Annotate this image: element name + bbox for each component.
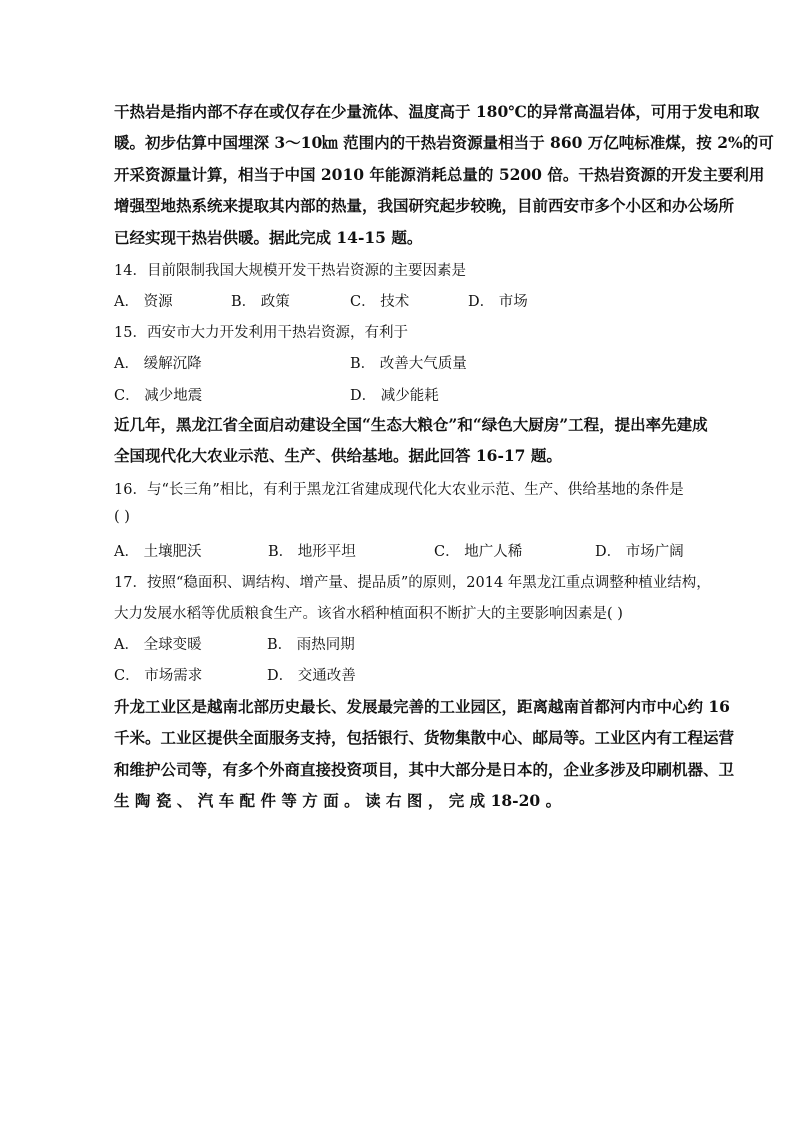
text-token: 配 [239, 791, 256, 811]
text-token: 汽 [197, 791, 214, 811]
option-b: B． 改善大气质量 [350, 356, 467, 372]
passage-line: 增强型地热系统来提取其内部的热量，我国研究起步较晚，目前西安市多个小区和办公场所 [114, 196, 735, 216]
option-d: D． 交通改善 [267, 668, 356, 684]
passage-line: 干热岩是指内部不存在或仅存在少量流体、温度高于 180℃的异常高温岩体，可用于发电和取 [114, 102, 760, 121]
option-a: A． 土壤肥沃 [114, 544, 202, 560]
question-17-stem-line2: 大力发展水稻等优质粮食生产。该省水稻种植面积不断扩大的主要影响因素是( ) [114, 606, 623, 622]
text-token: 。 [344, 791, 360, 811]
passage-dry-hot-rock [114, 96, 774, 253]
passage-line: 暖。初步估算中国埋深 3～10㎞ 范围内的干热岩资源量相当于 860 万亿吨标准煤，按 2%的可 [114, 133, 774, 153]
option-a: A． 缓解沉降 [114, 356, 202, 372]
passage-justified-last-line [114, 785, 682, 816]
text-token: 瓷 [155, 791, 172, 811]
text-token: 生 [114, 791, 130, 811]
text-token: 件 [260, 791, 276, 811]
option-c: C． 市场需求 [114, 668, 203, 684]
question-14-stem: 14．目前限制我国大规模开发干热岩资源的主要因素是 [114, 263, 466, 279]
option-b: B． 地形平坦 [268, 544, 356, 560]
option-b: B． 雨热同期 [267, 637, 355, 653]
option-a: A． 资源 [114, 294, 173, 310]
text-token: 陶 [134, 791, 151, 811]
question-16-stem: 16．与“长三角”相比，有利于黑龙江省建成现代化大农业示范、生产、供给基地的条件是 [114, 482, 684, 498]
passage-line: 和维护公司等，有多个外商直接投资项目，其中大部分是日本的，企业多涉及印刷机器、卫 [114, 759, 735, 779]
text-token: ， [427, 791, 444, 811]
text-token: 读 [365, 791, 381, 811]
option-d: D． 市场广阔 [595, 544, 684, 560]
text-token: 车 [218, 791, 235, 811]
option-c: C． 技术 [350, 294, 410, 310]
passage-line: 全国现代化大农业示范、生产、供给基地。据此回答 16-17 题。 [114, 446, 562, 466]
passage-line: 已经实现干热岩供暖。据此完成 14-15 题。 [114, 227, 423, 247]
passage-line: 开采资源量计算，相当于中国 2010 年能源消耗总量的 5200 倍。干热岩资源的开发主要利用 [114, 164, 765, 184]
text-token: 方 [302, 791, 318, 811]
question-15-stem: 15．西安市大力开发利用干热岩资源，有利于 [114, 325, 408, 341]
option-c: C． 地广人稀 [434, 544, 523, 560]
text-token: 右 [385, 791, 402, 811]
passage-line: 升龙工业区是越南北部历史最长、发展最完善的工业园区，距离越南首都河内市中心约 16 [114, 697, 730, 716]
passage-line: 千米。工业区提供全面服务支持，包括银行、货物集散中心、邮局等。工业区内有工程运营 [114, 728, 735, 748]
passage-heilongjiang [114, 409, 708, 472]
text-token: 面 [323, 791, 339, 811]
text-token: 、 [176, 791, 193, 811]
question-16-answer-blank: ( ) [114, 509, 130, 525]
text-token: 完 [448, 791, 465, 811]
text-token: 图 [406, 791, 423, 811]
text-token: 等 [281, 791, 297, 811]
option-c: C． 减少地震 [114, 388, 203, 404]
option-d: D． 市场 [468, 294, 528, 310]
text-token: 成 [469, 791, 486, 811]
option-a: A． 全球变暖 [114, 637, 202, 653]
option-b: B． 政策 [231, 294, 290, 310]
option-d: D． 减少能耗 [350, 388, 439, 404]
passage-thang-long-industrial-park [114, 691, 735, 817]
passage-line: 近几年，黑龙江省全面启动建设全国“生态大粮仓”和“绿色大厨房”工程，提出率先建成 [114, 415, 708, 434]
text-token: 18-20 [490, 791, 541, 811]
text-token: 。 [545, 791, 562, 811]
question-17-stem: 17．按照“稳面积、调结构、增产量、提品质”的原则，2014 年黑龙江重点调整种植业结构， [114, 575, 711, 591]
